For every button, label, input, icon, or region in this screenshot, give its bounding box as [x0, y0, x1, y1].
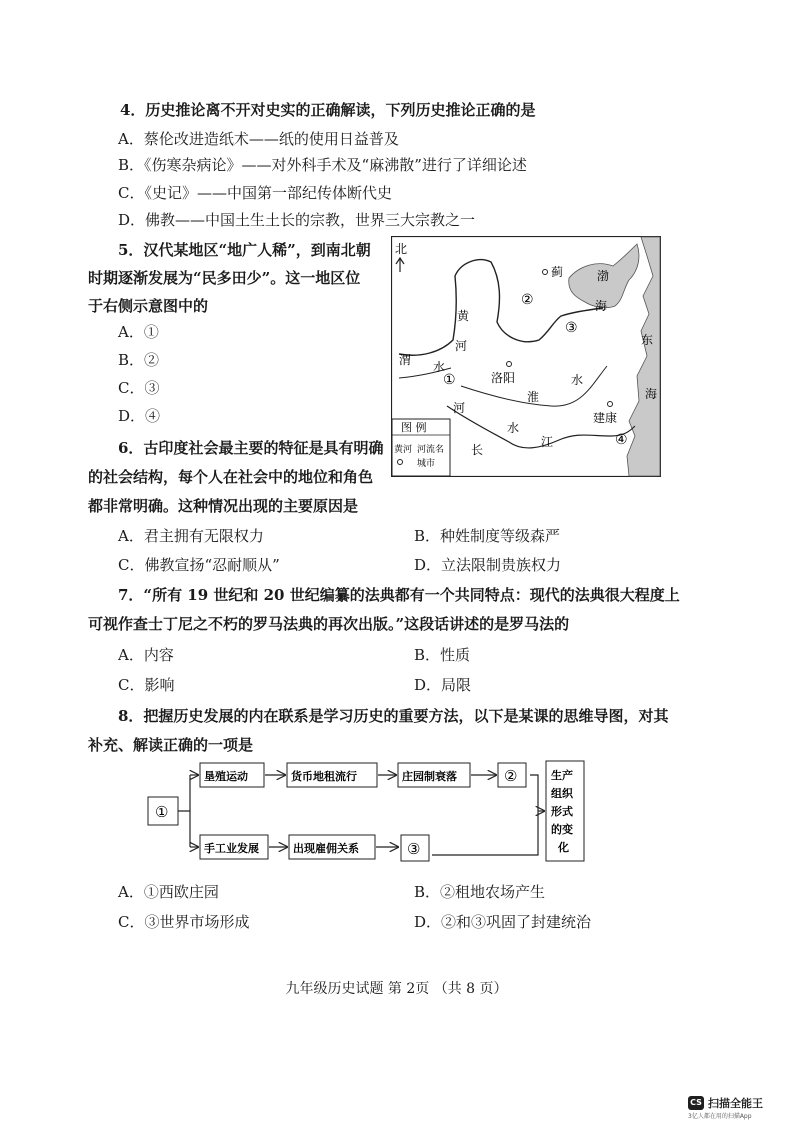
- q8-stem-line1: 8．把握历史发展的内在联系是学习历史的重要方法，以下是某课的思维导图，对其: [118, 707, 669, 725]
- q7-stem-line1: 7．“所有 19 世纪和 20 世纪编纂的法典都有一个共同特点：现代的法典很大程度上: [118, 586, 680, 604]
- camscanner-tagline: 3亿人都在用的扫描App: [688, 1113, 752, 1120]
- q7-option-a: A．内容: [118, 646, 174, 664]
- q7-option-d: D．局限: [414, 676, 472, 694]
- mindmap-node-employment-label: 出现雇佣关系: [293, 842, 359, 855]
- map-label-huang: 黄: [457, 309, 470, 323]
- legend-title: 图 例: [401, 421, 427, 434]
- map-north-label: 北: [395, 242, 408, 256]
- city-luoyang-marker: [507, 362, 512, 367]
- map-legend: [392, 419, 450, 476]
- q5-option-a: A．①: [118, 323, 159, 341]
- q5-stem-line1: 5．汉代某地区“地广人稀”，到南北朝: [118, 241, 371, 259]
- q6-option-d: D．立法限制贵族权力: [414, 556, 562, 574]
- china-map-figure: [391, 236, 661, 477]
- map-label-jiang: 江: [541, 435, 554, 449]
- mindmap-side-4: 的变: [551, 823, 573, 836]
- q7-option-b: B．性质: [414, 646, 471, 664]
- map-label-huai-shui: 水: [571, 373, 584, 387]
- map-label-bo: 渤: [597, 269, 610, 283]
- map-marker-1: ①: [443, 372, 456, 388]
- map-marker-3: ③: [565, 320, 578, 336]
- map-label-dong: 东: [641, 333, 654, 347]
- mindmap-node-manor-decline-label: 庄园制衰落: [402, 770, 457, 783]
- mindmap-node-handicraft-label: 手工业发展: [204, 842, 259, 855]
- q8-stem-line2: 补充、解读正确的一项是: [88, 736, 254, 754]
- map-label-he2: 河: [453, 401, 466, 415]
- mindmap-node-reclamation-label: 垦殖运动: [204, 770, 248, 783]
- mindmap-root-label: ①: [155, 803, 169, 821]
- map-label-ji: 蓟: [551, 265, 564, 279]
- q4-option-c: C．《史记》——中国第一部纪传体断代史: [118, 184, 392, 202]
- legend-city: 城市: [417, 459, 436, 469]
- mind-map-diagram: [140, 755, 610, 870]
- mindmap-node-2-label: ②: [504, 767, 518, 785]
- map-label-jiankang: 建康: [593, 411, 618, 425]
- q7-option-c: C．影响: [118, 676, 175, 694]
- mindmap-side-1: 生产: [551, 769, 573, 782]
- page-footer: 九年级历史试题 第 2页 （共 8 页）: [285, 981, 508, 997]
- q5-option-d: D．④: [118, 407, 161, 425]
- q6-option-a: A．君主拥有无限权力: [118, 527, 264, 545]
- map-label-wei: 渭: [399, 353, 412, 367]
- q6-option-c: C．佛教宣扬“忍耐顺从”: [118, 556, 280, 574]
- map-label-he: 河: [455, 339, 468, 353]
- map-label-bo-sea: 海: [595, 299, 608, 313]
- map-marker-2: ②: [521, 292, 534, 308]
- q6-stem-line1: 6．古印度社会最主要的特征是具有明确: [118, 439, 384, 457]
- mindmap-node-money-rent-label: 货币地租流行: [291, 770, 357, 783]
- city-ji-marker: [543, 270, 548, 275]
- q4-option-a: A．蔡伦改进造纸术——纸的使用日益普及: [118, 130, 399, 148]
- q4-option-b: B．《伤寒杂病论》——对外科手术及“麻沸散”进行了详细论述: [118, 156, 527, 174]
- q6-stem-line3: 都非常明确。这种情况出现的主要原因是: [88, 497, 359, 515]
- q5-stem-line3: 于右侧示意图中的: [88, 297, 209, 315]
- q6-stem-line2: 的社会结构，每个人在社会中的地位和角色: [88, 468, 374, 486]
- q8-option-b: B．②租地农场产生: [414, 883, 546, 901]
- map-label-wei-shui: 水: [433, 360, 446, 374]
- camscanner-logo-icon: CS: [688, 1096, 704, 1110]
- mindmap-side-2: 组织: [551, 787, 573, 800]
- q5-stem-line2: 时期逐渐发展为“民多田少”。这一地区位: [88, 269, 361, 287]
- q4-stem: 4．历史推论离不开对史实的正确解读，下列历史推论正确的是: [120, 101, 536, 119]
- q8-option-a: A．①西欧庄园: [118, 883, 219, 901]
- map-label-hai: 海: [645, 387, 658, 401]
- legend-river-name: 河流名: [417, 445, 445, 455]
- q4-option-d: D．佛教——中国土生土长的宗教，世界三大宗教之一: [118, 211, 476, 229]
- q6-option-b: B．种姓制度等级森严: [414, 527, 561, 545]
- map-label-luoyang: 洛阳: [491, 371, 516, 385]
- city-jiankang-marker: [608, 402, 613, 407]
- mindmap-side-5: 化: [558, 841, 569, 854]
- map-label-chang: 长: [471, 443, 484, 457]
- camscanner-watermark: [688, 1096, 788, 1118]
- q8-option-c: C．③世界市场形成: [118, 913, 250, 931]
- camscanner-brand-name: 扫描全能王: [708, 1097, 763, 1110]
- map-marker-4: ④: [615, 432, 628, 448]
- q8-option-d: D．②和③巩固了封建统治: [414, 913, 592, 931]
- mindmap-node-3-label: ③: [407, 840, 421, 858]
- q5-option-c: C．③: [118, 379, 160, 397]
- q7-stem-line2: 可视作查士丁尼之不朽的罗马法典的再次出版。”这段话讲述的是罗马法的: [88, 615, 570, 633]
- legend-river-sample: 黄河: [394, 445, 413, 455]
- map-label-huai: 淮: [527, 390, 540, 404]
- mindmap-side-3: 形式: [551, 805, 573, 818]
- q5-option-b: B．②: [118, 351, 160, 369]
- map-label-jiang-shui: 水: [507, 421, 520, 435]
